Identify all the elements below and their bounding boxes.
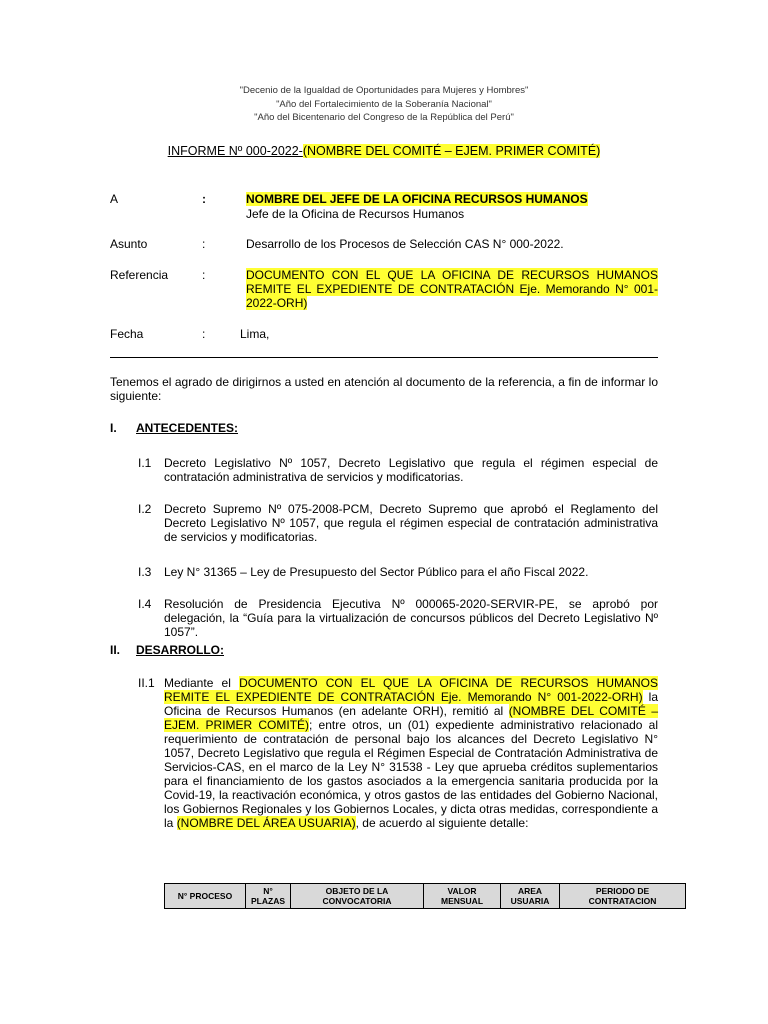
text-run: , de acuerdo al siguiente detalle:	[355, 816, 529, 830]
table-header-cell: AREA USUARIA	[501, 884, 560, 909]
subject-label: Asunto	[110, 237, 148, 251]
reference-highlight: DOCUMENTO CON EL QUE LA OFICINA DE RECURSOS HUMANOS REMITE EL EXPEDIENTE DE CONTRATACIÓN Eje. Memorando N° 001-2022-ORH)	[164, 676, 659, 704]
date-value: Lima,	[240, 327, 270, 341]
to-label: A	[110, 192, 119, 206]
recipient-name: NOMBRE DEL JEFE DE LA OFICINA RECURSOS HUMANOS	[246, 192, 588, 206]
table-header-cell: VALOR MENSUAL	[424, 884, 501, 909]
subject-colon: :	[202, 237, 206, 251]
date-label: Fecha	[110, 327, 144, 341]
text-run: ; entre otros, un (01) expediente administrativo relacionado al requerimiento de contratación de personal bajo los alcances del Decreto Legislativo N° 1057, Decreto Legislativo que regula el Régimen Especial de Contratación Administrativa de Servicios-CAS, en el marco de la Ley N° 31538 - Ley que aprueba créditos suplementarios para el financiamiento de los gastos asociados a la emergencia sanitaria producida por la Covid-19, la reactivación económica, y otros gastos de las entidades del Gobierno Nacional, los Gobiernos Regionales y los Gobiernos Locales, y dicta otras medidas, correspondiente a la	[164, 718, 658, 830]
table-header-cell: N° PLAZAS	[246, 884, 291, 909]
section-number: II.	[110, 643, 121, 657]
item-number: II.1	[138, 676, 155, 690]
text-run: la Oficina de Recursos Humanos (en adelante ORH), remitió al	[164, 690, 658, 718]
date-colon: :	[202, 327, 206, 341]
item-number: I.1	[138, 456, 152, 470]
reference-colon: :	[202, 268, 206, 282]
item-text: Decreto Supremo Nº 075-2008-PCM, Decreto Supremo que aprobó el Reglamento del Decreto Legislativo Nº 1057, que regula el régimen especial de contratación administrativa de servicios y modificatorias.	[164, 502, 658, 544]
item-number: I.4	[138, 597, 152, 611]
intro-paragraph: Tenemos el agrado de dirigirnos a usted en atención al documento de la referencia, a fin de informar lo siguiente:	[110, 375, 658, 403]
motto-line: "Año del Bicentenario del Congreso de la República del Perú"	[254, 112, 514, 123]
motto-line: "Año del Fortalecimiento de la Soberanía Nacional"	[276, 98, 492, 110]
area-highlight: (NOMBRE DEL ÁREA USUARIA)	[176, 816, 356, 830]
section-number: I.	[110, 421, 117, 435]
report-number: INFORME Nº 000-2022-	[167, 144, 303, 158]
reference-label: Referencia	[110, 268, 169, 282]
item-text: Decreto Legislativo Nº 1057, Decreto Legislativo que regula el régimen especial de contratación administrativa de servicios y modificatorias.	[164, 456, 658, 484]
subject-value: Desarrollo de los Procesos de Selección CAS N° 000-2022.	[246, 237, 564, 251]
item-text: Ley N° 31365 – Ley de Presupuesto del Sector Público para el año Fiscal 2022.	[164, 565, 589, 579]
recipient-role: Jefe de la Oficina de Recursos Humanos	[246, 207, 465, 221]
table-header-cell: PERIODO DE CONTRATACION	[560, 884, 686, 909]
section-title: ANTECEDENTES:	[136, 421, 239, 435]
to-colon: :	[202, 192, 206, 206]
committee-placeholder: (NOMBRE DEL COMITÉ – EJEM. PRIMER COMITÉ)	[302, 144, 601, 158]
mottos-block	[0, 84, 768, 125]
to-row	[110, 192, 670, 222]
reference-value: DOCUMENTO CON EL QUE LA OFICINA DE RECURSOS HUMANOS REMITE EL EXPEDIENTE DE CONTRATACIÓN Eje. Memorando N° 001-2022-ORH)	[246, 268, 658, 310]
committee-highlight: (NOMBRE DEL COMITÉ – EJEM. PRIMER COMITÉ)	[164, 704, 658, 732]
item-text	[164, 676, 658, 830]
table-header-cell: OBJETO DE LA CONVOCATORIA	[291, 884, 424, 909]
motto-line: "Decenio de la Igualdad de Oportunidades para Mujeres y Hombres"	[239, 85, 529, 96]
item-text: Resolución de Presidencia Ejecutiva Nº 000065-2020-SERVIR-PE, se aprobó por delegación, la “Guía para la virtualización de concursos públicos del Decreto Legislativo Nº 1057”.	[164, 597, 658, 639]
process-detail-table	[164, 883, 686, 909]
item-number: I.3	[138, 565, 152, 579]
section-title: DESARROLLO:	[136, 643, 224, 657]
table-header-row	[165, 884, 686, 909]
text-run: Mediante el	[164, 676, 240, 690]
table-header-cell: N° PROCESO	[165, 884, 246, 909]
report-title	[0, 144, 768, 158]
item-number: I.2	[138, 502, 152, 516]
header-divider	[110, 357, 658, 358]
